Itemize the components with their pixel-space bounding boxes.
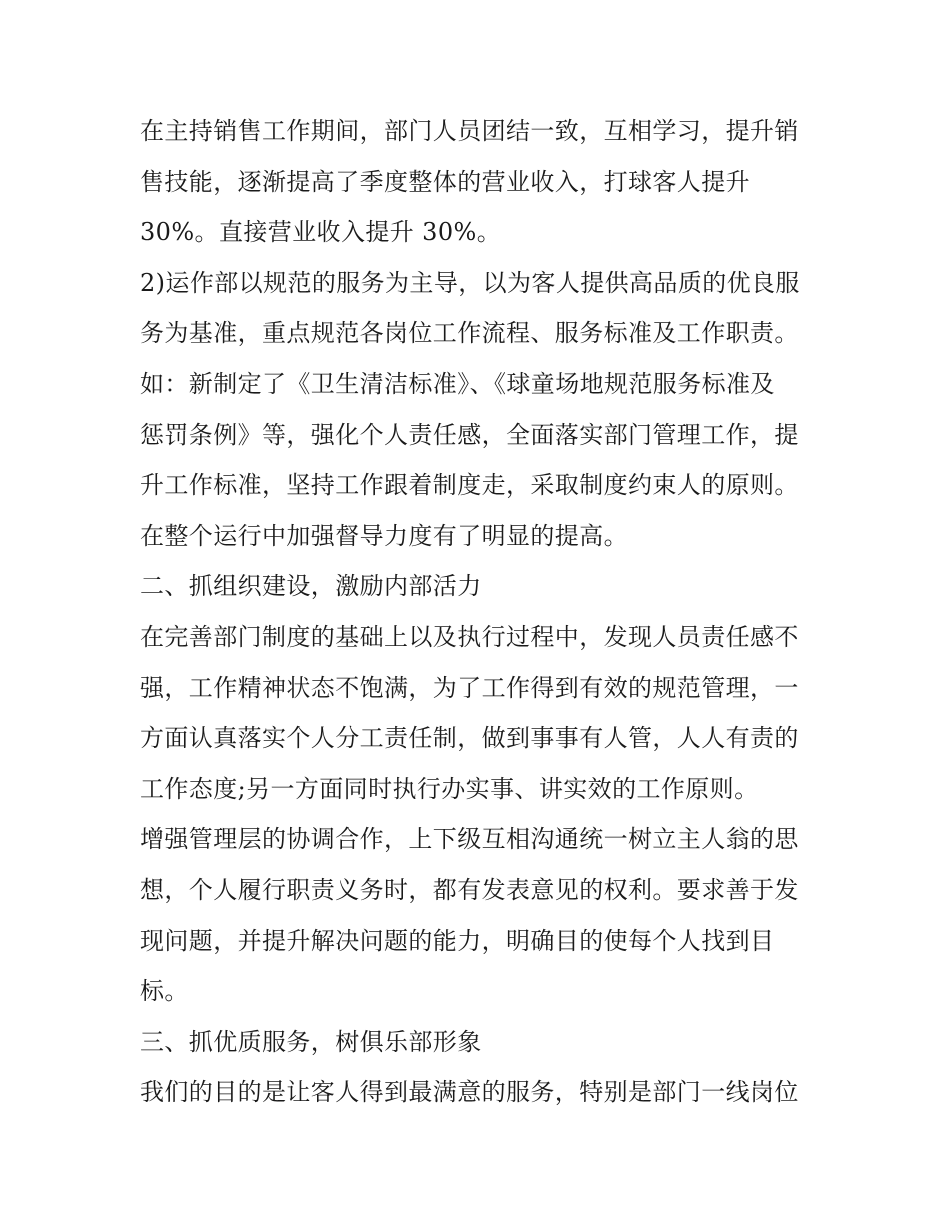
text-line: 售技能，逐渐提高了季度整体的营业收入，打球客人提升 (140, 167, 750, 196)
document-body (140, 106, 820, 1118)
text-line: 惩罚条例》等，强化个人责任感，全面落实部门管理工作，提 (140, 420, 799, 449)
text-line: 现问题，并提升解决问题的能力，明确目的使每个人找到目 (140, 926, 775, 955)
text-line: 如：新制定了《卫生清洁标准》、《球童场地规范服务标准及 (140, 369, 775, 398)
text-line: 务为基准，重点规范各岗位工作流程、服务标准及工作职责。 (140, 319, 799, 348)
text-line: 在整个运行中加强督导力度有了明显的提高。 (140, 521, 628, 550)
text-line: 在完善部门制度的基础上以及执行过程中，发现人员责任感不 (140, 622, 799, 651)
text-line: 2)运作部以规范的服务为主导，以为客人提供高品质的优良服 (140, 268, 800, 297)
text-line: 工作态度;另一方面同时执行办实事、讲实效的工作原则。 (140, 774, 759, 803)
text-line: 增强管理层的协调合作，上下级互相沟通统一树立主人翁的思 (140, 825, 799, 854)
text-line: 我们的目的是让客人得到最满意的服务，特别是部门一线岗位 (140, 1078, 799, 1107)
section-heading: 三、抓优质服务，树俱乐部形象 (140, 1027, 482, 1056)
text-line: 想，个人履行职责义务时，都有发表意见的权利。要求善于发 (140, 875, 799, 904)
section-heading: 二、抓组织建设，激励内部活力 (140, 572, 482, 601)
text-line: 标。 (140, 977, 189, 1006)
text-line: 方面认真落实个人分工责任制，做到事事有人管，人人有责的 (140, 724, 799, 753)
text-line: 强，工作精神状态不饱满，为了工作得到有效的规范管理，一 (140, 673, 799, 702)
text-line: 在主持销售工作期间，部门人员团结一致，互相学习，提升销 (140, 117, 799, 145)
text-line: 升工作标准，坚持工作跟着制度走，采取制度约束人的原则。 (140, 471, 799, 500)
text-line: 30%。直接营业收入提升 30%。 (140, 218, 502, 247)
